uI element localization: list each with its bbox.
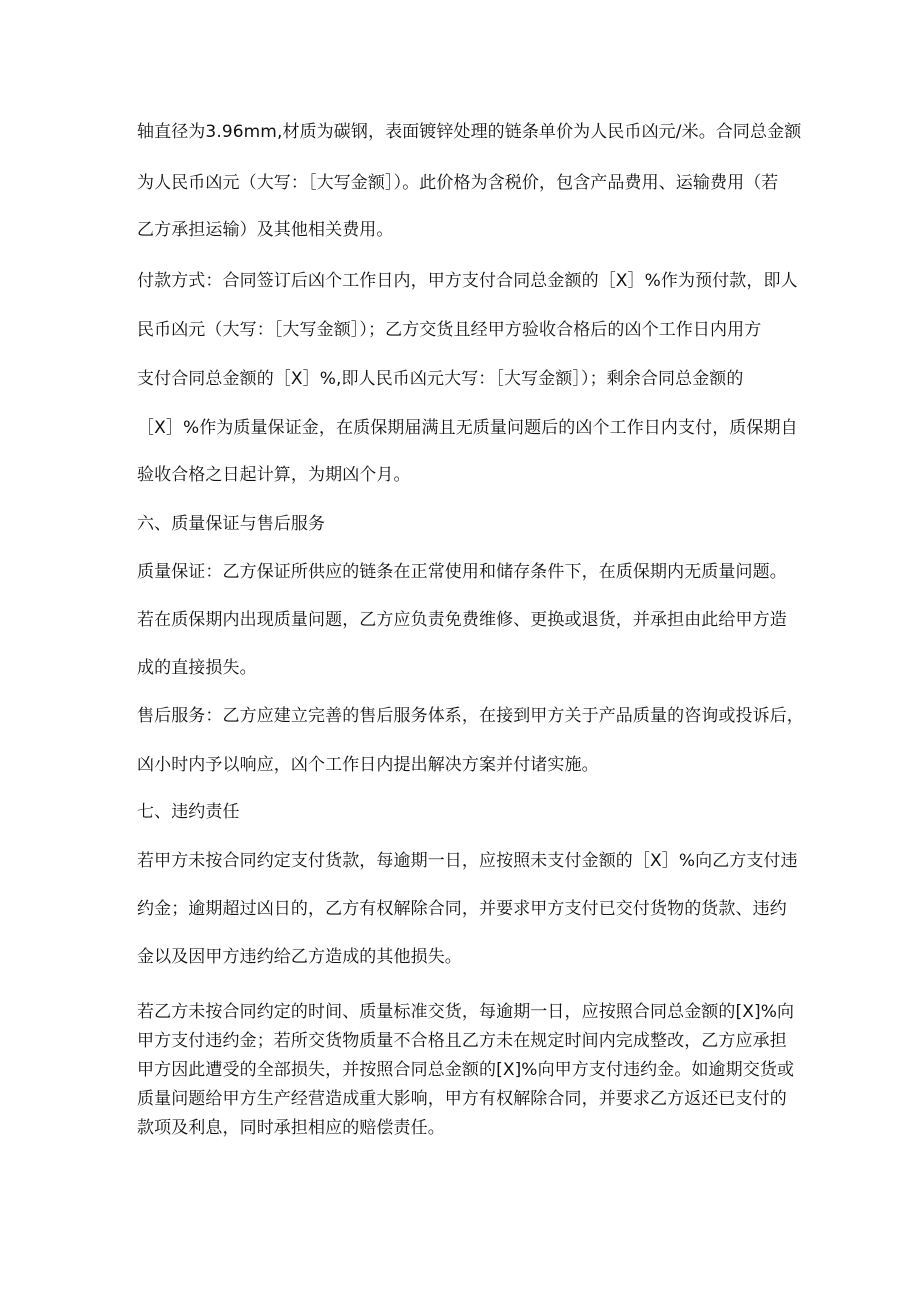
- text-line: 若在质保期内出现质量问题，乙方应负责免费维修、更换或退货，并承担由此给甲方造: [137, 610, 787, 630]
- section-heading: 六、质量保证与售后服务: [137, 514, 326, 534]
- text-line: 款项及利息，同时承担相应的赔偿责任。: [137, 1118, 445, 1138]
- text-line: 若乙方未按合同约定的时间、质量标准交货，每逾期一日，应按照合同总金额的[X]%向: [137, 1002, 795, 1022]
- text-line: 凶小时内予以响应，凶个工作日内提出解决方案并付诸实施。: [137, 755, 599, 775]
- text-line: 质量问题给甲方生产经营造成重大影响，甲方有权解除合同，并要求乙方返还已支付的: [137, 1089, 787, 1109]
- text-line: 验收合格之日起计算，为期凶个月。: [137, 465, 411, 485]
- text-line: 金以及因甲方违约给乙方造成的其他损失。: [137, 947, 462, 967]
- text-line: 甲方因此遭受的全部损失，并按照合同总金额的[X]%向甲方支付违约金。如逾期交货或: [137, 1060, 795, 1080]
- text-line: 甲方支付违约金；若所交货物质量不合格且乙方未在规定时间内完成整改，乙方应承担: [137, 1031, 787, 1051]
- text-line: ［X］%作为质量保证金，在质保期届满且无质量问题后的凶个工作日内支付，质保期自: [137, 418, 798, 438]
- text-line: 质量保证：乙方保证所供应的链条在正常使用和储存条件下，在质保期内无质量问题。: [137, 562, 787, 582]
- text-line: 付款方式：合同签订后凶个工作日内，甲方支付合同总金额的［X］%作为预付款，即人: [137, 271, 798, 291]
- text-line: 为人民币凶元（大写：［大写金额］）。此价格为含税价，包含产品费用、运输费用（若: [137, 173, 779, 193]
- text-line: 轴直径为3.96mm,材质为碳钢，表面镀锌处理的链条单价为人民币凶元/米。合同总金额: [137, 122, 802, 142]
- text-line: 若甲方未按合同约定支付货款，每逾期一日，应按照未支付金额的［X］%向乙方支付违: [137, 851, 798, 871]
- text-line: 成的直接损失。: [137, 658, 257, 678]
- text-line: 支付合同总金额的［X］%,即人民币凶元大写：［大写金额］）；剩余合同总金额的: [137, 369, 744, 389]
- text-line: 民币凶元（大写：［大写金额］）；乙方交货且经甲方验收合格后的凶个工作日内用方: [137, 320, 762, 340]
- text-line: 乙方承担运输）及其他相关费用。: [137, 220, 394, 240]
- text-line: 售后服务：乙方应建立完善的售后服务体系，在接到甲方关于产品质量的咨询或投诉后，: [137, 706, 804, 726]
- text-line: 约金；逾期超过凶日的，乙方有权解除合同，并要求甲方支付已交付货物的货款、违约: [137, 899, 787, 919]
- section-heading: 七、违约责任: [137, 802, 240, 822]
